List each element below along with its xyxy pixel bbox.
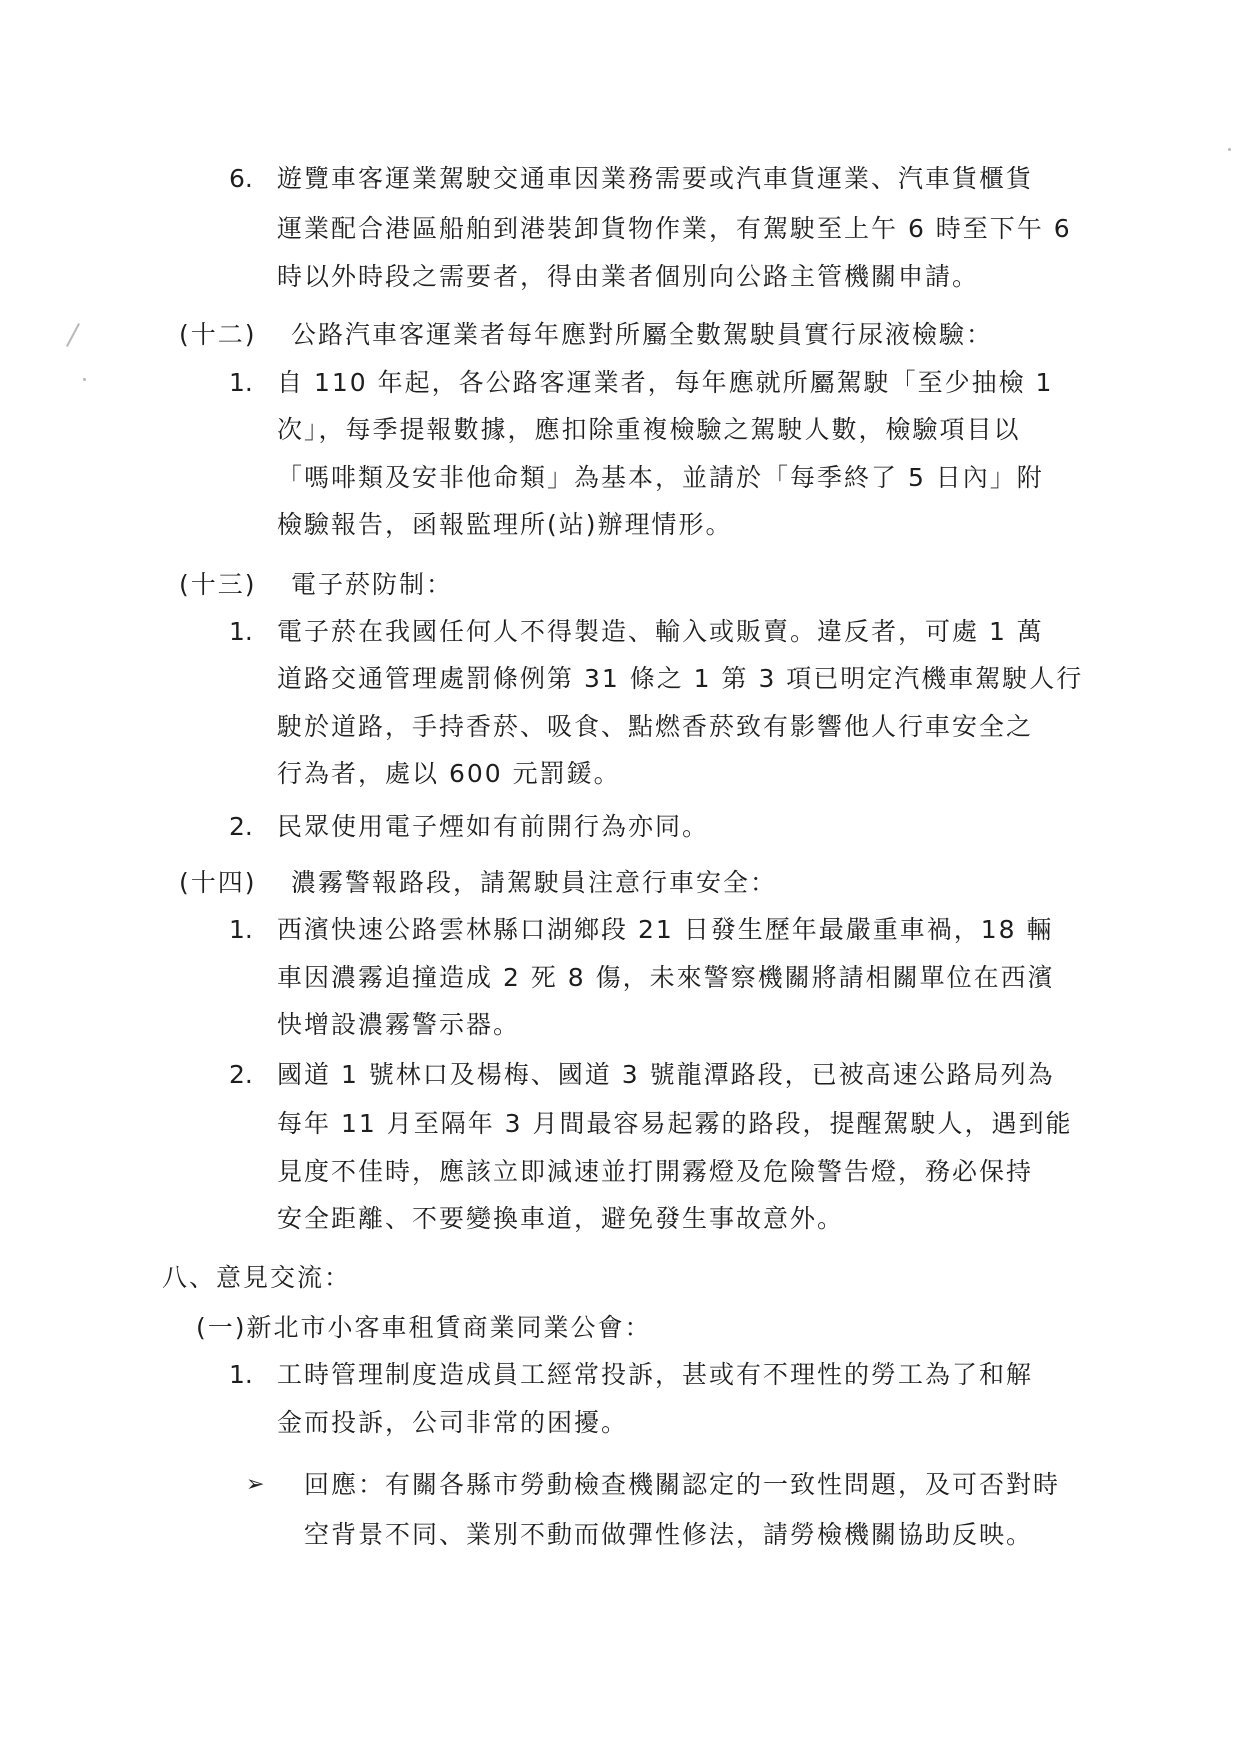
section-heading: 公路汽車客運業者每年應對所屬全數駕駛員實行尿液檢驗： (291, 320, 994, 349)
response-text-line: 回應：有關各縣市勞動檢查機關認定的一致性問題，及可否對時 (304, 1470, 1061, 1499)
scan-dot (83, 378, 86, 381)
item-number: 1. (229, 368, 253, 397)
item-text-line: 見度不佳時，應該立即減速並打開霧燈及危險警告燈，務必保持 (277, 1157, 1034, 1186)
item-text-line: 駛於道路，手持香菸、吸食、點燃香菸致有影響他人行車安全之 (277, 712, 1034, 741)
item-text-line: 運業配合港區船舶到港裝卸貨物作業，有駕駛至上午 6 時至下午 6 (277, 214, 1072, 243)
item-text-line: 工時管理制度造成員工經常投訴，甚或有不理性的勞工為了和解 (277, 1360, 1034, 1389)
item-text-line: 金而投訴，公司非常的困擾。 (277, 1408, 629, 1437)
item-number: 2. (229, 1060, 253, 1089)
section-heading: 電子菸防制： (291, 570, 454, 599)
item-number: 1. (229, 617, 253, 646)
item-text-line: 自 110 年起，各公路客運業者，每年應就所屬駕駛「至少抽檢 1 (277, 368, 1054, 397)
chapter-heading: 八、意見交流： (162, 1263, 352, 1292)
item-number: 1. (229, 915, 253, 944)
item-text-line: 時以外時段之需要者，得由業者個別向公路主管機關申請。 (277, 262, 980, 291)
item-text-line: 次」，每季提報數據，應扣除重複檢驗之駕駛人數，檢驗項目以 (277, 415, 1021, 444)
section-label: (十四) (179, 868, 257, 897)
item-text-line: 西濱快速公路雲林縣口湖鄉段 21 日發生歷年最嚴重車禍，18 輛 (277, 915, 1054, 944)
item-text-line: 車因濃霧追撞造成 2 死 8 傷，未來警察機關將請相關單位在西濱 (277, 963, 1055, 992)
item-text-line: 檢驗報告，函報監理所(站)辦理情形。 (277, 510, 733, 539)
arrow-bullet-icon: ➢ (246, 1472, 265, 1497)
section-label: (十二) (179, 320, 257, 349)
item-text-line: 每年 11 月至隔年 3 月間最容易起霧的路段，提醒駕駛人，遇到能 (277, 1109, 1073, 1138)
item-text-line: 安全距離、不要變換車道，避免發生事故意外。 (277, 1204, 845, 1233)
subsection-heading: (一)新北市小客車租賃商業同業公會： (196, 1313, 652, 1342)
section-heading: 濃霧警報路段，請駕駛員注意行車安全： (291, 868, 778, 897)
item-text-line: 快增設濃霧警示器。 (277, 1010, 521, 1039)
item-text-line: 電子菸在我國任何人不得製造、輸入或販賣。違反者，可處 1 萬 (277, 617, 1044, 646)
item-number: 2. (229, 812, 253, 841)
response-text-line: 空背景不同、業別不動而做彈性修法，請勞檢機關協助反映。 (304, 1520, 1034, 1549)
item-text-line: 民眾使用電子煙如有前開行為亦同。 (277, 812, 710, 841)
item-text-line: 行為者，處以 600 元罰鍰。 (277, 759, 621, 788)
item-text-line: 遊覽車客運業駕駛交通車因業務需要或汽車貨運業、汽車貨櫃貨 (277, 164, 1034, 193)
item-number: 1. (229, 1360, 253, 1389)
scan-mark (66, 323, 80, 347)
scan-dot (1228, 148, 1231, 151)
item-text-line: 國道 1 號林口及楊梅、國道 3 號龍潭路段，已被高速公路局列為 (277, 1060, 1055, 1089)
item-text-line: 道路交通管理處罰條例第 31 條之 1 第 3 項已明定汽機車駕駛人行 (277, 664, 1084, 693)
section-label: (十三) (179, 570, 257, 599)
item-number: 6. (229, 164, 253, 193)
item-text-line: 「嗎啡類及安非他命類」為基本，並請於「每季終了 5 日內」附 (277, 463, 1044, 492)
